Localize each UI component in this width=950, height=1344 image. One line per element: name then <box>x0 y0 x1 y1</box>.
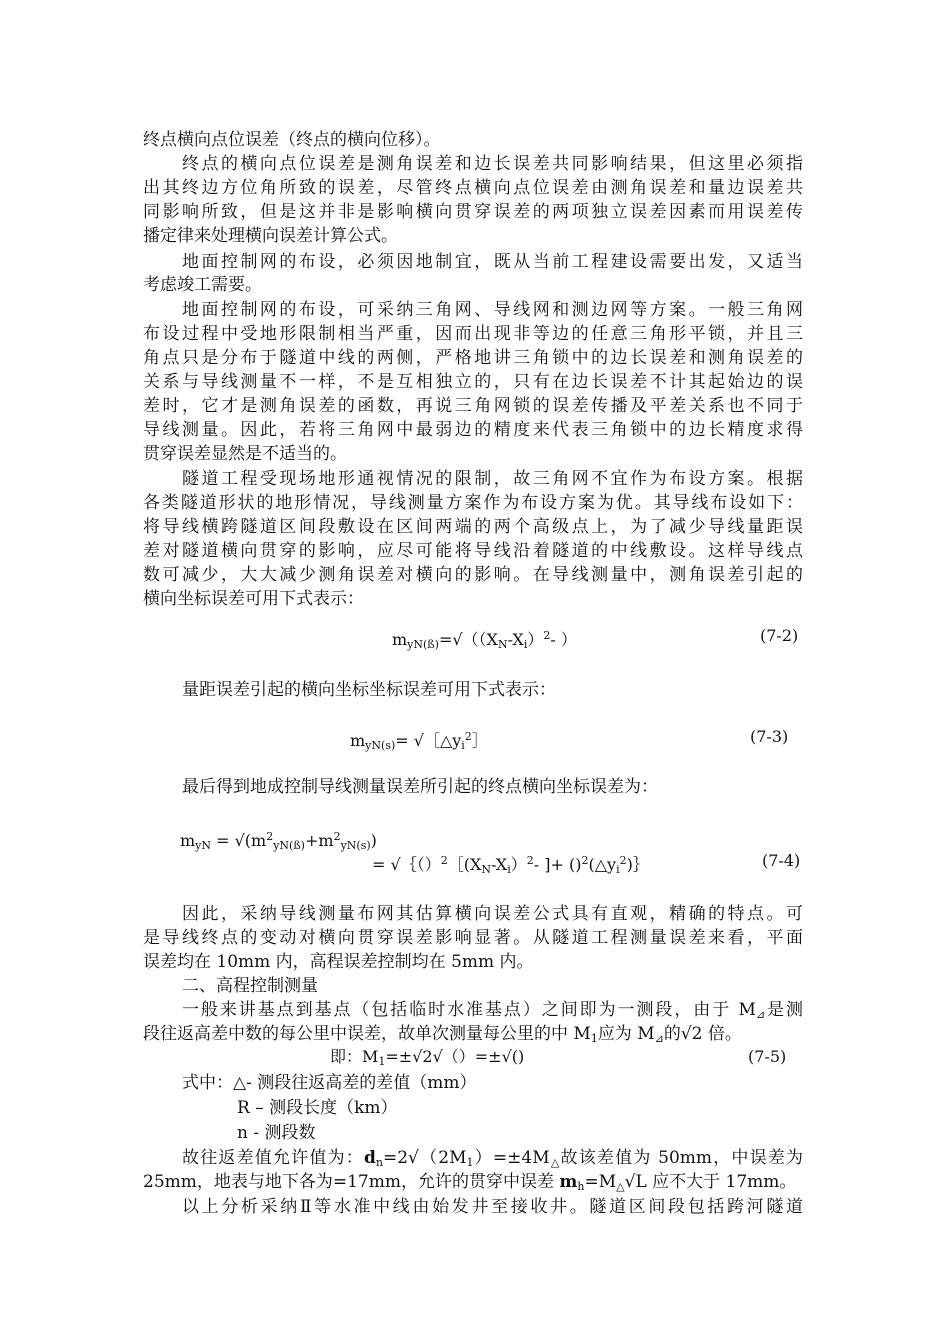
equation-7-3: $m_{yN(s)}=$ $√[\triangle y_i^2]$ <box>350 730 488 752</box>
text-line: 因此，采纳导线测量布网其估算横向误差公式具有直观，精确的特点。可 <box>182 904 803 924</box>
text-line: 误差均在 10mm 内，高程误差控制均在 5mm 内。 <box>143 952 534 972</box>
text-line: 地面控制网的布设，可采纳三角网、导线网和测边网等方案。一般三角网 <box>182 300 803 320</box>
text-line: 角点只是分布于隧道中线的两侧，严格地讲三角锁中的边长误差和测角误差的 <box>143 348 803 368</box>
text-line: 地面控制网的布设，必须因地制宜，既从当前工程建设需要出发，又适当 <box>182 252 803 272</box>
legend-line: 式中：△- 测段往返高差的差值（mm） <box>182 1073 477 1093</box>
text-line: 关系与导线测量不一样，不是互相独立的，只有在边长误差不计其起始边的误 <box>143 372 803 392</box>
text-line: 一般来讲基点到基点（包括临时水准基点）之间即为一测段，由于 $M_⊿$是测 <box>182 1000 803 1021</box>
text-line: 段往返高差中数的每公里中误差，故单次测量每公里的中 $M_1$应为 $M_⊿$的√2 倍。 <box>143 1024 742 1045</box>
section-heading: 二、高程控制测量 <box>182 976 318 996</box>
text-line: 播定律来处理横向误差计算公式。 <box>143 226 398 246</box>
text-line: 出其终边方位角所致的误差，尽管终点横向点位误差由测角误差和量边误差共 <box>143 178 803 198</box>
legend-line: R – 测段长度（km） <box>237 1098 398 1118</box>
text-line: 差对隧道横向贯穿的影响，应尽可能将导线沿着隧道的中线敷设。这样导线点 <box>143 541 803 561</box>
text-line: 终点的横向点位误差是测角误差和边长误差共同影响结果，但这里必须指 <box>182 154 803 174</box>
text-line: 量距误差引起的横向坐标坐标误差可用下式表示： <box>182 680 556 700</box>
equation-number: (7-4) <box>762 851 801 870</box>
text-line: 将导线横跨隧道区间段敷设在区间两端的两个高级点上，为了减少导线量距误 <box>143 517 803 537</box>
text-line: 导线测量。因此，若将三角网中最弱边的精度来代表三角锁中的边长精度求得 <box>143 420 803 440</box>
equation-7-4-line2: = $√\{()^2[(X_N-X_i)^2-$ ]+ $()^2(\triangle y_i^2)\}$ <box>372 854 649 876</box>
equation-7-5: 即：$M_1=\pm√2√()=\pm√()$ <box>330 1047 525 1068</box>
equation-7-2: $m_{yN(ß)}=√((X_N-X_i)^2-$ ） <box>392 629 577 651</box>
equation-7-4-line1: $m_{yN} = √(m^2_{yN(ß)}+m^2_{yN(s)})$ <box>180 830 377 852</box>
text-line: 贯穿误差显然是不适当的。 <box>143 444 347 464</box>
text-line: 数可减少，大大减少测角误差对横向的影响。在导线测量中，测角误差引起的 <box>143 565 803 585</box>
text-line: 同影响所致，但是这并非是影响横向贯穿误差的两项独立误差因素而用误差传 <box>143 202 803 222</box>
text-line: 横向坐标误差可用下式表示： <box>143 589 364 609</box>
text-line: 考虑竣工需要。 <box>143 275 262 295</box>
equation-number: (7-5) <box>748 1047 787 1066</box>
text-line: 布设过程中受地形限制相当严重，因而出现非等边的任意三角形平锁，并且三 <box>143 324 803 344</box>
text-line: 最后得到地成控制导线测量误差所引起的终点横向坐标误差为： <box>182 777 658 797</box>
legend-line: n - 测段数 <box>237 1123 316 1143</box>
text-line: 终点横向点位误差（终点的横向位移）。 <box>143 130 441 150</box>
text-line: 25mm，地表与地下各为=17mm，允许的贯穿中误差 $m_h=M_\triangle√L$ 应不大于 17mm。 <box>143 1172 797 1193</box>
text-line: 各类隧道形状的地形情况，导线测量方案作为布设方案为优。其导线布设如下： <box>143 493 803 513</box>
text-line: 以上分析采纳Ⅱ等水准中线由始发井至接收井。隧道区间段包括跨河隧道 <box>182 1197 803 1217</box>
text-line: 隧道工程受现场地形通视情况的限制，故三角网不宜作为布设方案。根据 <box>182 469 803 489</box>
text-line: 差时，它才是测角误差的函数，再说三角网锁的误差传播及平差关系也不同于 <box>143 396 803 416</box>
text-line: 是导线终点的变动对横向贯穿误差影响显著。从隧道工程测量误差来看，平面 <box>143 928 803 948</box>
equation-number: (7-3) <box>750 727 789 746</box>
equation-number: (7-2) <box>760 626 799 645</box>
text-line: 故往返差值允许值为：$d_n=2√(2M_1)=\pm 4M_\triangle$故该差值为 50mm，中误差为 <box>182 1148 803 1169</box>
